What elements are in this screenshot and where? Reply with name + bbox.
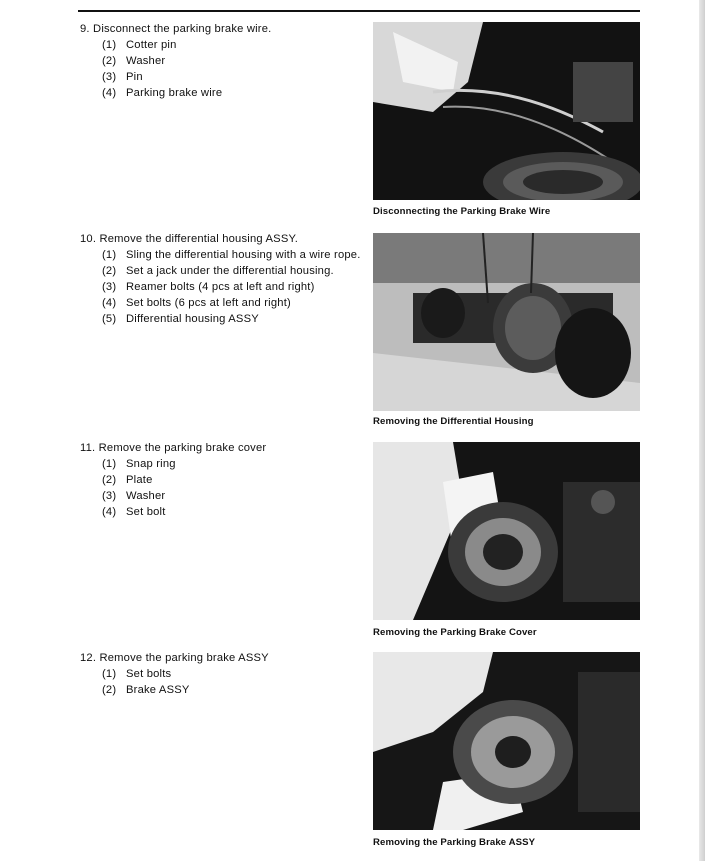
step-10 — [80, 231, 365, 327]
step-items — [80, 37, 365, 101]
step-9 — [80, 21, 365, 101]
photo-parking-brake-assy — [373, 652, 640, 830]
step-title: 9. Disconnect the parking brake wire. — [80, 23, 272, 35]
step-title: 11. Remove the parking brake cover — [80, 442, 267, 454]
list-item: (2) Plate — [102, 474, 153, 486]
list-item: (3) Reamer bolts (4 pcs at left and right) — [102, 281, 315, 293]
photo-caption: Removing the Differential Housing — [373, 416, 534, 427]
list-item: (1) Set bolts — [102, 668, 172, 680]
photo-caption: Disconnecting the Parking Brake Wire — [373, 206, 551, 217]
step-items — [80, 666, 365, 698]
photo-parking-brake-wire — [373, 22, 640, 200]
step-title: 12. Remove the parking brake ASSY — [80, 652, 269, 664]
step-items — [80, 247, 365, 327]
step-12 — [80, 650, 365, 698]
step-11 — [80, 440, 365, 520]
photo-caption: Removing the Parking Brake ASSY — [373, 837, 536, 848]
list-item: (1) Snap ring — [102, 458, 176, 470]
photo-caption: Removing the Parking Brake Cover — [373, 627, 537, 638]
photo-differential-housing — [373, 233, 640, 411]
list-item: (2) Set a jack under the differential housing. — [102, 265, 334, 277]
header-rule — [78, 10, 640, 12]
list-item: (2) Washer — [102, 55, 166, 67]
step-title: 10. Remove the differential housing ASSY. — [80, 233, 299, 245]
photo-parking-brake-cover — [373, 442, 640, 620]
list-item: (2) Brake ASSY — [102, 684, 190, 696]
list-item: (3) Pin — [102, 71, 143, 83]
list-item: (1) Sling the differential housing with a wire rope. — [102, 249, 361, 261]
list-item: (3) Washer — [102, 490, 166, 502]
list-item: (4) Set bolt — [102, 506, 166, 518]
list-item: (4) Parking brake wire — [102, 87, 223, 99]
page-edge-shadow — [699, 0, 705, 861]
list-item: (4) Set bolts (6 pcs at left and right) — [102, 297, 291, 309]
list-item: (5) Differential housing ASSY — [102, 313, 259, 325]
step-items — [80, 456, 365, 520]
list-item: (1) Cotter pin — [102, 39, 177, 51]
